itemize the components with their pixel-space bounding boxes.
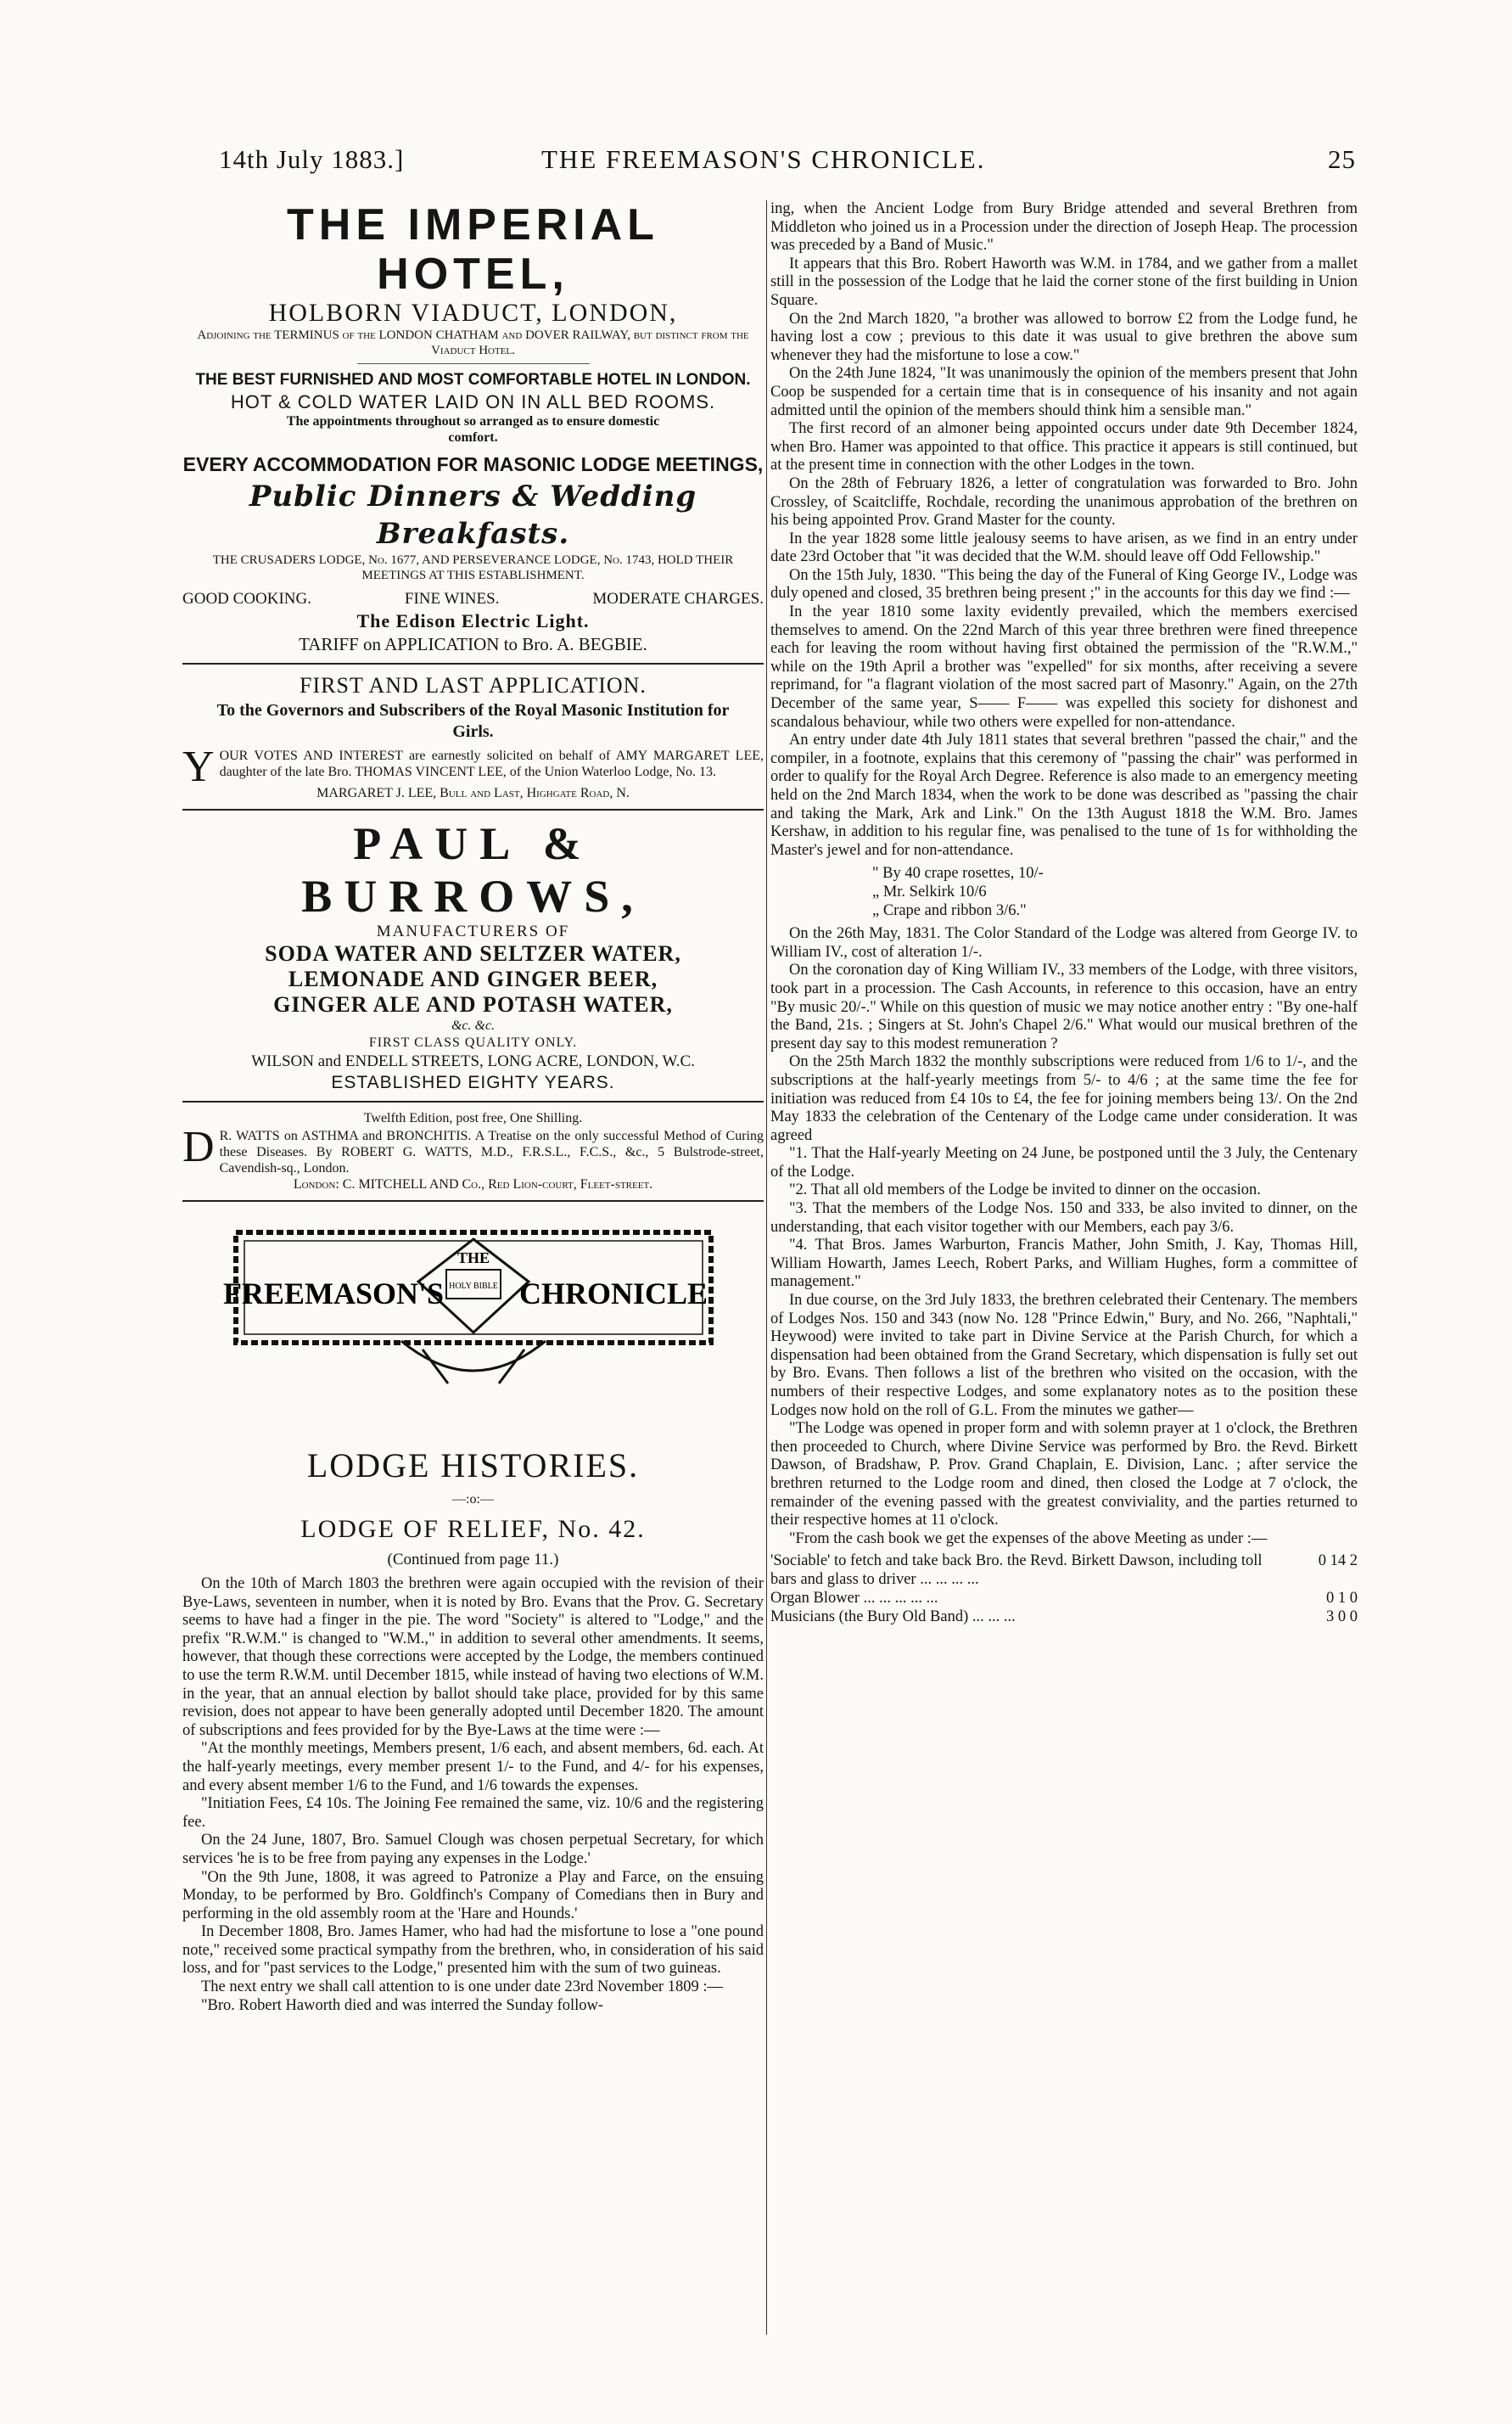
paragraph: On the coronation day of King William IV., 33 members of the Lodge, with three visitors, took part in a procession. The Cash Accounts, in reference to this occasion, have an entry "By music 20/-." While on this question of music we may notice another entry : "By one-half the Band, 21s. ; Singers at St. John's Chapel 2/6." What would our musical brethren of the present day say to this modest remuneration ? bbox=[770, 962, 1358, 1052]
burrows-quality: FIRST CLASS QUALITY ONLY. bbox=[368, 1035, 578, 1050]
watts-body bbox=[182, 1123, 764, 1176]
hotel-crusaders: THE CRUSADERS LODGE, No. 1677, AND PERSEVERANCE LODGE, No. 1743, HOLD THEIR MEETINGS AT THIS ESTABLISHMENT. bbox=[212, 553, 734, 582]
burrows-etc: &c. &c. bbox=[451, 1018, 496, 1033]
table-row bbox=[770, 1608, 1358, 1626]
paragraph: On the 24th June 1824, "It was unanimously the opinion of the members present that John Coop be suspended for a certain time that is in consequence of his insanity and not again admitted until the opinion of the members should think him a sensible man." bbox=[770, 365, 1358, 419]
hotel-adjoining: Adjoining the TERMINUS of the LONDON CHATHAM and DOVER RAILWAY, but distinct from the Viaduct Hotel. bbox=[197, 328, 749, 357]
verse-line: „ Crape and ribbon 3/6." bbox=[872, 901, 1027, 919]
right-column bbox=[770, 200, 1358, 1626]
verse-line: „ Mr. Selkirk 10/6 bbox=[872, 883, 987, 901]
paragraph: On the 28th of February 1826, a letter of congratulation was forwarded to Bro. John Crossley, of Scaitcliffe, Rochdale, recording the unanimous approbation of the brethren on his being appointed Prov. Grand Master for the county. bbox=[770, 474, 1358, 530]
hotel-advert bbox=[182, 200, 764, 656]
hotel-edison: The Edison Electric Light. bbox=[356, 610, 590, 631]
paragraph: "3. That the members of the Lodge Nos. 150 and 333, be also invited to dinner, on the understanding, that each visitor together with our Members, each pay 3/6. bbox=[770, 1200, 1358, 1236]
paragraph: On the 2nd March 1820, "a brother was allowed to borrow £2 from the Lodge fund, he having lost a cow ; previous to this date it was usual to give brethren the above sum whenever they had the misfortune to lose a cow." bbox=[770, 310, 1358, 364]
burrows-name: PAUL & BURROWS, bbox=[301, 818, 645, 922]
left-column bbox=[182, 200, 764, 2015]
hotel-dinners: Public Dinners & Wedding Breakfasts. bbox=[249, 480, 697, 551]
hotel-water: HOT & COLD WATER LAID ON IN ALL BED ROOMS. bbox=[230, 391, 716, 412]
paragraph: In due course, on the 3rd July 1833, the brethren celebrated their Centenary. The members of Lodges Nos. 150 and 343 (now No. 128 "Prince Edwin," Bury, and No. 266, "Naphtali," Heywood) were invited to take part in Divine Service at the Parish Church, for which a dispensation had been obtained from the Grand Secretary, which dispensation is fully set out by Bro. Evans. Then follows a list of the brethren who visited on the occasion, with the numbers of their respective Lodges, and some explanatory notes as to the position these Lodges now hold on the roll of G.L. From the minutes we gather— bbox=[770, 1292, 1358, 1419]
paragraph: ing, when the Ancient Lodge from Bury Bridge attended and several Brethren from Middleton who joined us in a Procession under the direction of Joseph Heap. The procession was preceded by a Band of Music." bbox=[770, 200, 1358, 255]
paragraph: On the 26th May, 1831. The Color Standard of the Lodge was altered from George IV. to William IV., cost of alteration 1/-. bbox=[770, 925, 1358, 961]
section-rule bbox=[182, 809, 764, 811]
paragraph: "2. That all old members of the Lodge be invited to dinner on the occasion. bbox=[789, 1181, 1261, 1199]
expense-amount: 3 0 0 bbox=[1326, 1608, 1358, 1626]
paragraph: "Bro. Robert Haworth died and was interred the Sunday follow- bbox=[201, 1996, 604, 2014]
funeral-accounts bbox=[770, 865, 1358, 920]
logo-bible-text: HOLY BIBLE bbox=[448, 1282, 498, 1291]
section-rule bbox=[182, 1101, 764, 1103]
application-title: FIRST AND LAST APPLICATION. bbox=[300, 673, 647, 698]
hotel-wines: FINE WINES. bbox=[404, 590, 500, 608]
lodge-divider: —:o:— bbox=[452, 1492, 494, 1507]
paragraph: On the 15th July, 1830. "This being the day of the Funeral of King George IV., Lodge was duly opened and closed, 35 brethren being present ;" in the accounts for this day we find :— bbox=[770, 566, 1358, 603]
hotel-appointments: The appointments throughout so arranged as to ensure domestic comfort. bbox=[286, 414, 660, 445]
paragraph: The first record of an almoner being appointed occurs under date 9th December 1824, when Bro. Hamer was appointed to that office. This practice it appears is still continued, but at the present time in connection with the other Lodges in the town. bbox=[770, 420, 1358, 474]
hotel-charges: MODERATE CHARGES. bbox=[592, 590, 764, 608]
expense-item: 'Sociable' to fetch and take back Bro. the Revd. Birkett Dawson, including toll bars and glass to driver ... ... ... ... bbox=[770, 1552, 1263, 1589]
application-text: OUR VOTES AND INTEREST are earnestly solicited on behalf of AMY MARGARET LEE, daughter of the late Bro. THOMAS VINCENT LEE, of the Union Waterloo Lodge, No. 13. bbox=[219, 749, 764, 779]
lodge-continued: (Continued from page 11.) bbox=[387, 1551, 559, 1568]
hotel-masonic: EVERY ACCOMMODATION FOR MASONIC LODGE MEETINGS, bbox=[182, 453, 764, 475]
column-divider bbox=[766, 200, 767, 2335]
logo-word1: FREEMASON'S bbox=[222, 1277, 444, 1310]
paragraph: On the 10th of March 1803 the brethren were again occupied with the revision of their Bye-Laws, seventeen in number, when it is noted by Bro. Evans that the Prov. G. Secretary seems to have had a finger in the pie. The word "Society" is altered to "Lodge," and the prefix "R.W.M." is changed to "W.M.," in addition to several other amendments. It seems, however, that though these corrections were accepted by the Lodge, the members continued to use the term R.W.M. until December 1815, while instead of having two elections of W.M. in the year, that an annual election by ballot should take place, provided for by this same revision, does not appear to have been generally adopted until December 1820. The amount of subscriptions and fees provided for by the Bye-Laws at the time were :— bbox=[182, 1575, 764, 1739]
divider bbox=[357, 363, 590, 364]
hotel-best: THE BEST FURNISHED AND MOST COMFORTABLE HOTEL IN LONDON. bbox=[195, 371, 751, 389]
logo-tools-icon bbox=[423, 1349, 524, 1383]
chronicle-logo bbox=[219, 1214, 728, 1409]
drop-cap: D bbox=[182, 1123, 215, 1171]
application-signature: MARGARET J. LEE, Bull and Last, Highgate Road, N. bbox=[316, 786, 630, 800]
paragraph: On the 25th March 1832 the monthly subscriptions were reduced from 1/6 to 1/-, and the subscriptions at the half-yearly meetings from 5/- to 4/6 ; at the same time the fee for initiation was reduced from £4 10s to £4, the fee for joining members being 13/. On the 2nd May 1833 the celebration of the Centenary of the Lodge came under consideration. It was agreed bbox=[770, 1053, 1358, 1144]
paragraph: An entry under date 4th July 1811 states that several brethren "passed the chair," and the compiler, in a footnote, explains that this ceremony of "passing the chair" was performed in order to qualify for the Royal Arch Degree. Reference is also made to an emergency meeting held on the 2nd March 1834, when the work to be done was described as "passing the chair and taking the Mark, Ark and Link." On the 13th August 1818 the W.M. Bro. James Kershaw, in addition to his regular fine, was penalised to the tune of 1s for withholding the Master's jewel and for non-attendance. bbox=[770, 732, 1358, 859]
table-row bbox=[770, 1589, 1358, 1608]
section-rule bbox=[182, 663, 764, 665]
paragraph: In the year 1828 some little jealousy seems to have arisen, as we find in an entry under date 23rd October that "it was decided that the W.M. should leave off Odd Fellowship." bbox=[770, 530, 1358, 566]
hotel-cooking: GOOD COOKING. bbox=[182, 590, 311, 608]
page-header bbox=[219, 144, 1356, 178]
burrows-line2: LEMONADE AND GINGER BEER, bbox=[288, 967, 658, 991]
lodge-subtitle: LODGE OF RELIEF, No. 42. bbox=[300, 1515, 646, 1543]
logo-the: THE bbox=[456, 1249, 490, 1266]
hotel-subtitle: HOLBORN VIADUCT, LONDON, bbox=[268, 299, 678, 327]
hotel-features bbox=[182, 588, 764, 610]
header-date: 14th July 1883.] bbox=[219, 144, 405, 174]
burrows-address: WILSON and ENDELL STREETS, LONG ACRE, LONDON, W.C. bbox=[251, 1052, 695, 1070]
expense-amount: 0 1 0 bbox=[1326, 1590, 1358, 1608]
paragraph: "4. That Bros. James Warburton, Francis Mather, John Smith, J. Kay, Thomas Hill, William Howarth, James Leech, Robert Parks, and William Hughes, form a committee of management." bbox=[770, 1237, 1358, 1291]
paragraph: "The Lodge was opened in proper form and with solemn prayer at 1 o'clock, the Brethren then proceeded to Church, where Divine Service was performed by Bro. the Revd. Birkett Dawson, of Bradshaw, P. Prov. Grand Chaplain, E. Division, Lanc. ; after service the brethren returned to the Lodge room and dined, then closed the Lodge at 7 o'clock, the remainder of the evening passed with the greatest conviviality, and the parties returned to their respective homes at 11 o'clock. bbox=[770, 1420, 1358, 1529]
expense-item: Organ Blower ... ... ... ... ... bbox=[770, 1590, 938, 1608]
section-rule bbox=[182, 1200, 764, 1202]
watts-advert bbox=[182, 1109, 764, 1193]
application-advert bbox=[182, 671, 764, 802]
paragraph: In the year 1810 some laxity evidently prevailed, which the members exercised themselves to amend. On the 22nd March of this year three brethren were fined threepence each for leaving the room without having first obtained the permission of the "R.W.M.," while on the 19th April a brother was "expelled" for six months, after receiving a severe reprimand, for "a flagrant violation of the most sacred part of Masonry." Again, on the 27th December of the same year, S—— F—— was expelled this society for dishonest and scandalous behaviour, while two others were expelled for non-attendance. bbox=[770, 603, 1358, 731]
paragraph: "On the 9th June, 1808, it was agreed to Patronize a Play and Farce, on the ensuing Monday, to be performed by Bro. Goldfinch's Company of Comedians then in Bury and performing in the old assembly room at the 'Hare and Hounds.' bbox=[182, 1868, 764, 1922]
watts-london: London: C. MITCHELL AND Co., Red Lion-court, Fleet-street. bbox=[293, 1177, 653, 1192]
burrows-line1: SODA WATER AND SELTZER WATER, bbox=[265, 941, 681, 966]
verse-line: " By 40 crape rosettes, 10/- bbox=[872, 865, 1044, 883]
burrows-line3: GINGER ALE AND POTASH WATER, bbox=[273, 992, 673, 1017]
hotel-tariff: TARIFF on APPLICATION to Bro. A. BEGBIE. bbox=[299, 634, 647, 654]
header-title: THE FREEMASON'S CHRONICLE. bbox=[541, 144, 986, 174]
paragraph: In December 1808, Bro. James Hamer, who had had the misfortune to lose a "one pound note," received some practical sympathy from the brethren, who, in consideration of his said loss, and for "past services to the Lodge," presented him with the sum of two guineas. bbox=[182, 1923, 764, 1978]
watts-edition: Twelfth Edition, post free, One Shilling. bbox=[363, 1111, 583, 1125]
paragraph: It appears that this Bro. Robert Haworth was W.M. in 1784, and we gather from a mallet still in the possession of the Lodge that he laid the corner stone of the first building in Union Square. bbox=[770, 255, 1358, 309]
table-row bbox=[770, 1551, 1358, 1589]
application-to: To the Governors and Subscribers of the Royal Masonic Institution for Girls. bbox=[216, 701, 730, 741]
paragraph: "1. That the Half-yearly Meeting on 24 June, be postponed until the 3 July, the Centenary of the Lodge. bbox=[770, 1145, 1358, 1181]
expense-item: Musicians (the Bury Old Band) ... ... ... bbox=[770, 1608, 1016, 1626]
expenses-table bbox=[770, 1551, 1358, 1626]
drop-cap: Y bbox=[182, 743, 215, 791]
paragraph: The next entry we shall call attention to is one under date 23rd November 1809 :— bbox=[201, 1978, 723, 1996]
burrows-established: ESTABLISHED EIGHTY YEARS. bbox=[331, 1073, 615, 1092]
expense-amount: 0 14 2 bbox=[1318, 1552, 1358, 1570]
logo-ornament bbox=[401, 1341, 546, 1371]
logo-word2: CHRONICLE bbox=[518, 1277, 708, 1310]
paragraph: "Initiation Fees, £4 10s. The Joining Fee remained the same, viz. 10/6 and the registering fee. bbox=[182, 1795, 764, 1831]
watts-text: R. WATTS on ASTHMA and BRONCHITIS. A Treatise on the only successful Method of Curing these Diseases. By ROBERT G. WATTS, M.D., F.R.S.L., F.C.S., &c., 5 Bulstrode-street, Cavendish-sq., London. bbox=[219, 1129, 764, 1176]
hotel-title: THE IMPERIAL HOTEL, bbox=[287, 200, 659, 299]
burrows-manufacturers: MANUFACTURERS OF bbox=[376, 923, 570, 940]
paragraph: "At the monthly meetings, Members present, 1/6 each, and absent members, 6d. each. At the half-yearly meetings, every member present 1/- to the Fund, and 4/- for his expenses, and every absent member 1/6 to the Fund, and 1/6 towards the expenses. bbox=[182, 1740, 764, 1794]
paragraph: On the 24 June, 1807, Bro. Samuel Clough was chosen perpetual Secretary, for which services 'he is to be free from paying any expenses in the Lodge.' bbox=[182, 1832, 764, 1867]
paragraph: "From the cash book we get the expenses of the above Meeting as under :— bbox=[789, 1529, 1268, 1547]
page-number: 25 bbox=[1328, 144, 1356, 174]
lodge-histories-title: LODGE HISTORIES. bbox=[306, 1446, 640, 1484]
application-body bbox=[182, 743, 764, 791]
lodge-text-left bbox=[182, 1575, 764, 2015]
burrows-advert bbox=[182, 817, 764, 1094]
